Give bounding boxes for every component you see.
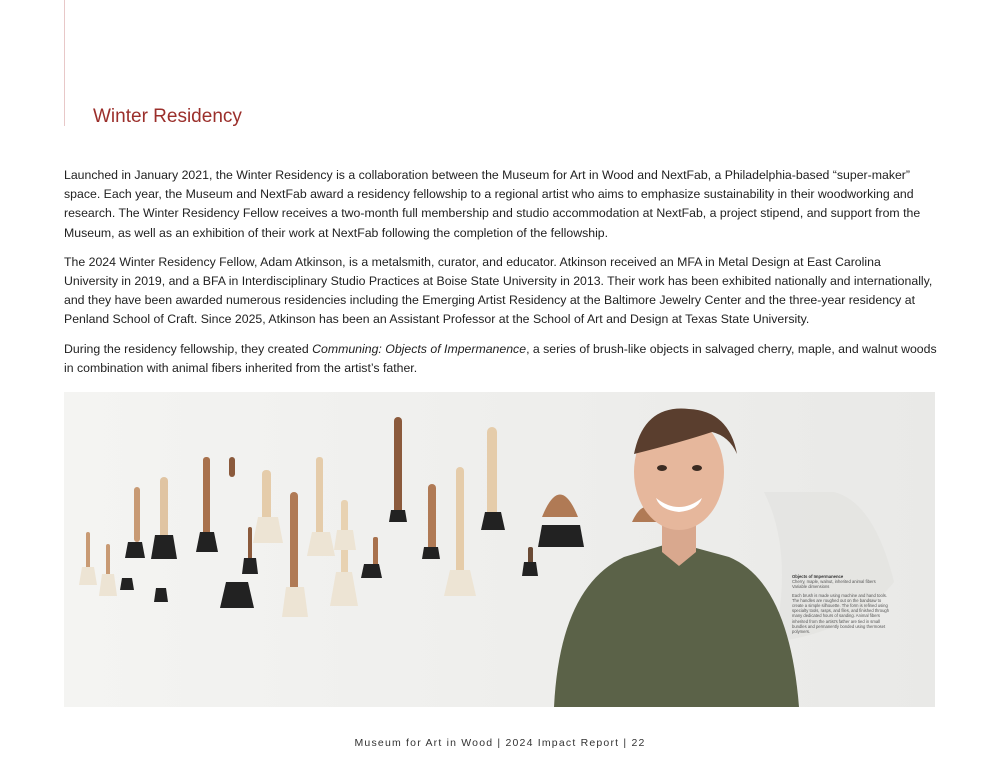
paragraph-project-end: , a series of brush-like objects in salvaged cherry, maple, and walnut woods in combination with animal fibers inherited from the artist’s father. — [64, 341, 937, 375]
paragraph-fellow: The 2024 Winter Residency Fellow, Adam Atkinson, is a metalsmith, curator, and educator. Atkinson received an MFA in Metal Design at East Carolina University in 2019, and a BFA in Interdisciplinary Studio Practices at Boise State University in 2013. Their work has been exhibited nationally and internationally, and they have been awarded numerous residencies including the Emerging Artist Residency at the Baltimore Jewelry Center and the three-year residency at Penland School of Craft. Since 2025, Atkinson has been an Assistant Professor at the School of Art and Design at Texas State University. — [64, 254, 933, 327]
page-footer: Museum for Art in Wood | 2024 Impact Report | 22 — [354, 737, 646, 749]
wall-label-materials: Cherry, maple, walnut, inherited animal fibers — [792, 579, 876, 585]
wall-label-description: Each brush is made using machine and hand tools. The handles are roughed out on the bandsaw to create a simple silhouette. The form is refined using specialty tools, rasps, and files, and finished through many dedicated hours of sanding. Animal fibers inherited from the artist's father are tied in small bundles and permanently bonded using thermoset polymers. — [792, 592, 890, 635]
section-title: Winter Residency — [93, 106, 242, 127]
artist-photo — [64, 392, 935, 707]
wall-label-dimensions: Variable dimensions — [792, 584, 830, 590]
decorative-vertical-rule — [64, 0, 65, 126]
paragraph-intro: Launched in January 2021, the Winter Residency is a collaboration between the Museum for Art in Wood and NextFab, a Philadelphia-based “super-maker” space. Each year, the Museum and NextFab award a residency fellowship to a regional artist who aims to emphasize sustainability in their woodworking and research. The Winter Residency Fellow receives a two-month full membership and studio accommodation at NextFab, a project stipend, and support from the Museum, as well as an exhibition of their work at NextFab following the completion of the fellowship. — [64, 168, 921, 240]
body-text — [64, 166, 938, 388]
artwork-title: Communing: Objects of Impermanence — [312, 341, 527, 356]
photo-illustration — [64, 392, 935, 707]
paragraph-project-start: During the residency fellowship, they created — [64, 341, 313, 356]
artwork-wall-label — [792, 574, 892, 634]
paragraph-project — [64, 340, 938, 378]
wall-label-title: Objects of Impermanence — [792, 574, 844, 579]
